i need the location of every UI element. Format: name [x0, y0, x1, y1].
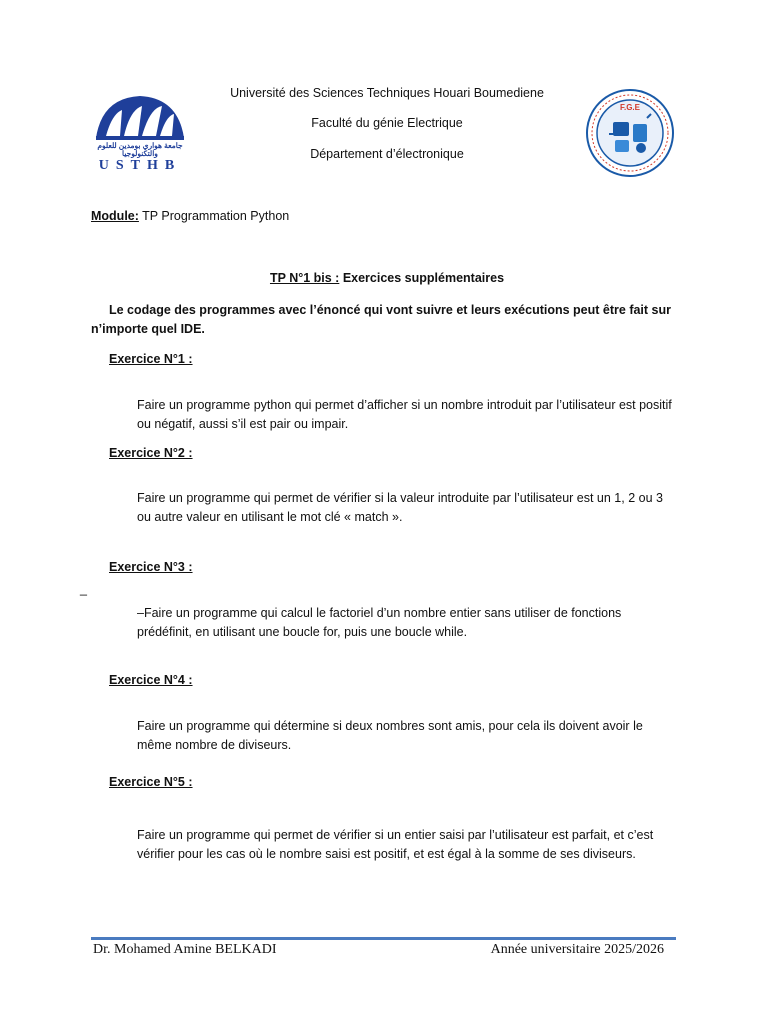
intro-paragraph: Le codage des programmes avec l’énoncé qui vont suivre et leurs exécutions peut être fait sur n’importe quel IDE.: [91, 303, 671, 336]
exercise-1-title: Exercice N°1 :: [109, 352, 193, 366]
module-line: [91, 209, 289, 223]
footer-rule: [91, 937, 676, 940]
usthb-acronym: USTHB: [98, 158, 182, 173]
exercise-5-text: Faire un programme qui permet de vérifier si un entier saisi par l’utilisateur est parfait, et c’est vérifier pour les cas où le nombre saisi est positif, et est égal à la somme de ses diviseurs.: [137, 828, 654, 861]
module-label: Module:: [91, 209, 139, 223]
exercise-2-text: Faire un programme qui permet de vérifier si la valeur introduite par l’utilisateur est un 1, 2 ou 3 ou autre valeur en utilisant le mot clé « match ».: [137, 491, 663, 524]
department-name: Département d’électronique: [310, 147, 464, 161]
fge-acronym: F.G.E: [619, 103, 640, 112]
exercise-5-title: Exercice N°5 :: [109, 775, 193, 789]
usthb-arabic-text: جامعة هواري بومدين للعلوم والتكنولوجيا: [97, 141, 183, 158]
stray-underscore: _: [80, 582, 87, 596]
tp-value: Exercices supplémentaires: [339, 271, 505, 285]
fge-seal-icon: [585, 88, 675, 178]
exercise-4-title: Exercice N°4 :: [109, 673, 193, 687]
university-name: Université des Sciences Techniques Houari Boumediene: [230, 86, 544, 100]
footer-author: Dr. Mohamed Amine BELKADI: [93, 942, 277, 957]
exercise-4-text: Faire un programme qui détermine si deux nombres sont amis, pour cela ils doivent avoir le même nombre de diviseurs.: [137, 719, 643, 752]
fge-ring-text: [385, 88, 395, 98]
exercise-1-text: Faire un programme python qui permet d’afficher si un nombre introduit par l’utilisateur est positif ou négatif, aussi s’il est pair ou impair.: [137, 398, 672, 431]
exercise-3-text: –Faire un programme qui calcul le factoriel d’un nombre entier sans utiliser de fonctions prédéfinit, en utilisant une boucle for, puis une boucle while.: [137, 606, 622, 639]
module-value: TP Programmation Python: [138, 209, 290, 223]
fge-logo: [585, 88, 675, 178]
footer-year: Année universitaire 2025/2026: [490, 942, 664, 957]
usthb-logo: [92, 92, 188, 176]
exercise-2-title: Exercice N°2 :: [109, 446, 193, 460]
tp-title: [170, 271, 604, 285]
faculty-name: Faculté du génie Electrique: [311, 116, 463, 130]
exercise-3-title: Exercice N°3 :: [109, 560, 193, 574]
tp-label: TP N°1 bis :: [269, 271, 340, 285]
